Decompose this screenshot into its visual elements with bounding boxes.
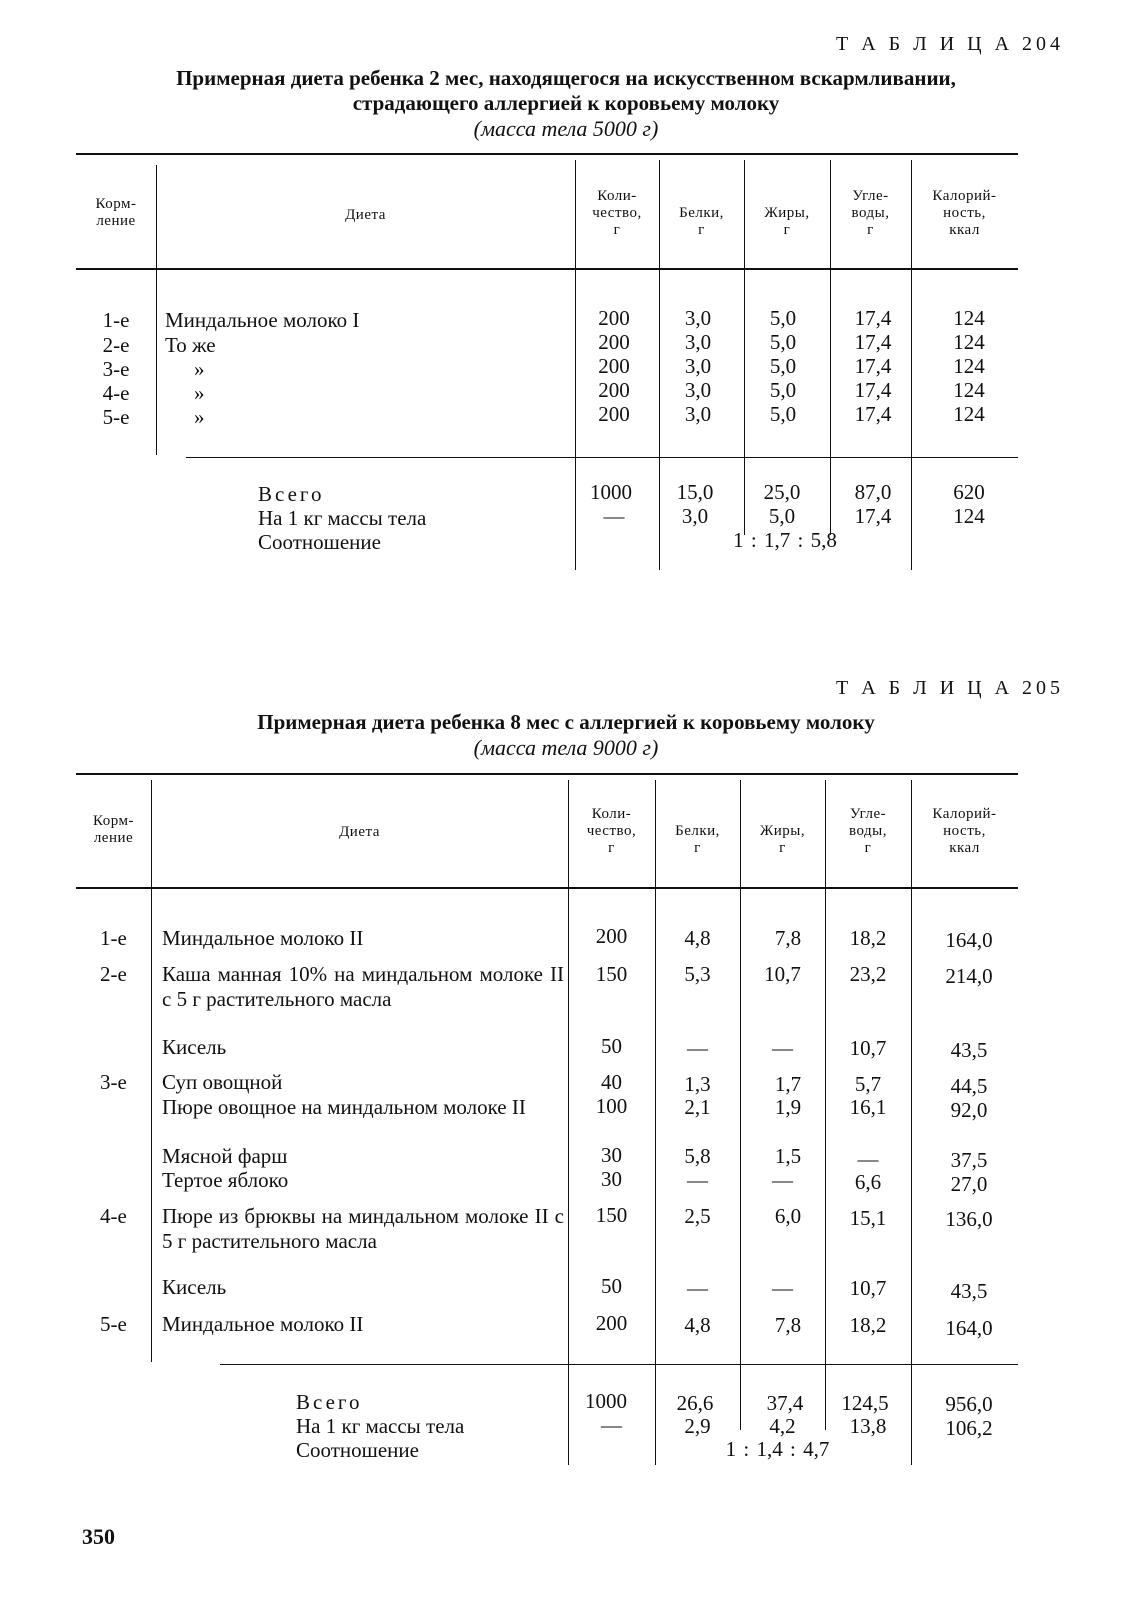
table-row-fat: 5,0 <box>769 306 797 330</box>
table-204-total-rule <box>186 457 1018 458</box>
table-204-total-label: Всего <box>258 482 325 506</box>
table-row-diet: » <box>194 357 205 381</box>
table-204-header-feeding: Корм- ление <box>95 196 137 229</box>
table-205-total-fat: 37,4 <box>766 1391 804 1415</box>
table-row-carbs: 5,7 <box>854 1072 882 1096</box>
table-row-protein: 2,5 <box>684 1204 711 1228</box>
table-205-header-protein: Белки, г <box>675 823 720 856</box>
table-205-header-fat: Жиры, г <box>759 823 806 856</box>
table-row-calories: 44,5 <box>950 1074 988 1098</box>
table-row-fat: 5,0 <box>769 378 797 402</box>
table-row-calories: 124 <box>953 306 985 330</box>
table-row-diet: Кисель <box>162 1035 227 1059</box>
table-205-ratio-value: 1 : 1,4 : 4,7 <box>725 1437 830 1461</box>
table-row-quantity: 200 <box>598 402 630 426</box>
table-205-perkg-protein: 2,9 <box>684 1414 711 1438</box>
table-row-carbs: 15,1 <box>849 1206 887 1230</box>
table-row-diet: Тертое яблоко <box>162 1168 289 1192</box>
table-205-header-quantity: Коли- чество, г <box>586 806 637 856</box>
table-204-label: Т А Б Л И Ц А 204 <box>836 33 1065 55</box>
table-row-feeding: 1-е <box>102 308 130 332</box>
table-205-top-rule <box>76 773 1018 775</box>
table-row-diet: Мясной фарш <box>162 1144 288 1168</box>
table-row-diet: Каша манная 10% на миндальном молоке II с 5 г растительного масла <box>162 962 564 1011</box>
table-row-feeding: 5-е <box>100 1312 127 1336</box>
table-204-perkg-fat: 5,0 <box>768 504 796 528</box>
table-row-carbs: 16,1 <box>849 1095 887 1119</box>
table-row-diet: То же <box>165 333 216 357</box>
table-row-carbs: 17,4 <box>854 354 892 378</box>
table-205-col-divider <box>655 780 656 1465</box>
table-row-feeding: 2-е <box>102 333 130 357</box>
table-row-feeding: 5-е <box>102 405 130 429</box>
table-205-header-feeding: Корм- ление <box>92 813 135 846</box>
table-row-calories: 27,0 <box>950 1172 988 1196</box>
table-205-header-diet: Диета <box>339 824 380 840</box>
table-row-diet: » <box>194 405 205 429</box>
table-row-carbs: 10,7 <box>849 1036 887 1060</box>
table-row-fat: 10,7 <box>764 962 801 986</box>
table-row-quantity: 200 <box>595 924 628 948</box>
table-205-perkg-carbs: 13,8 <box>849 1414 887 1438</box>
table-row-fat: 5,0 <box>769 402 797 426</box>
table-row-quantity: 50 <box>601 1274 622 1298</box>
table-row-protein: 2,1 <box>684 1095 711 1119</box>
table-row-carbs: 17,4 <box>854 402 892 426</box>
table-row-carbs: 17,4 <box>854 306 892 330</box>
table-205-col-divider <box>568 780 569 1465</box>
table-row-protein: 3,0 <box>684 402 712 426</box>
table-row-diet: » <box>194 381 205 405</box>
table-row-quantity: 150 <box>595 1203 628 1227</box>
table-205-ratio-label: Соотношение <box>296 1438 419 1462</box>
table-row-feeding: 2-е <box>100 962 127 986</box>
table-204-perkg-protein: 3,0 <box>681 504 709 528</box>
table-row-quantity: 200 <box>595 1311 628 1335</box>
table-205-total-quantity: 1000 <box>585 1389 627 1413</box>
table-row-quantity: 200 <box>598 378 630 402</box>
table-row-quantity: 30 <box>601 1143 622 1167</box>
table-row-fat: 1,5 <box>774 1144 802 1168</box>
table-row-carbs: 10,7 <box>849 1276 887 1300</box>
table-204-total-quantity: 1000 <box>590 480 632 504</box>
table-row-fat: 1,7 <box>774 1072 802 1096</box>
table-row-protein: 5,3 <box>684 962 711 986</box>
table-row-fat: — <box>772 1168 793 1192</box>
table-row-feeding: 1-е <box>100 926 127 950</box>
table-205-header-carbs: Угле- воды, г <box>848 806 887 856</box>
table-row-protein: 3,0 <box>684 378 712 402</box>
table-204-perkg-carbs: 17,4 <box>854 504 892 528</box>
table-row-carbs: — <box>857 1147 879 1171</box>
table-row-diet: Пюре из брюквы на миндальном молоке II с 5 г растительного масла <box>162 1204 564 1253</box>
table-row-calories: 164,0 <box>945 1316 993 1340</box>
table-row-diet: Суп овощной <box>162 1070 283 1094</box>
table-205-total-protein: 26,6 <box>676 1391 714 1415</box>
table-row-feeding: 4-е <box>102 381 130 405</box>
table-row-feeding: 3-е <box>100 1070 127 1094</box>
table-204-perkg-calories: 124 <box>953 504 985 528</box>
table-205-total-rule <box>220 1364 1018 1365</box>
table-204-subtitle: (масса тела 5000 г) <box>473 116 659 141</box>
table-row-fat: 1,9 <box>774 1095 802 1119</box>
table-204-header-calories: Калорий- ность, ккал <box>932 188 997 238</box>
table-row-protein: 5,8 <box>684 1144 711 1168</box>
table-205-total-calories: 956,0 <box>945 1392 993 1416</box>
table-row-calories: 43,5 <box>950 1279 988 1303</box>
table-row-fat: 7,8 <box>774 926 802 950</box>
table-row-carbs: 18,2 <box>849 1313 887 1337</box>
table-204-ratio-value: 1 : 1,7 : 5,8 <box>733 528 837 552</box>
table-row-calories: 124 <box>953 402 985 426</box>
table-205-col-divider <box>911 780 912 1465</box>
table-row-calories: 92,0 <box>950 1098 988 1122</box>
table-205-perkg-label: На 1 кг массы тела <box>296 1414 465 1438</box>
table-205-perkg-quantity: — <box>601 1413 622 1437</box>
table-205-col-divider <box>151 780 152 1362</box>
table-204-header-quantity: Коли- чество, г <box>592 188 642 238</box>
table-204-title-line1: Примерная диета ребенка 2 мес, находящегося на искусственном вскармливании, <box>176 66 956 90</box>
table-204-perkg-quantity: — <box>603 504 625 528</box>
table-row-carbs: 23,2 <box>849 962 887 986</box>
table-205-label: Т А Б Л И Ц А 205 <box>836 677 1065 699</box>
table-204-total-fat: 25,0 <box>763 480 801 504</box>
table-row-protein: 4,8 <box>684 926 711 950</box>
table-row-calories: 124 <box>953 354 985 378</box>
table-row-quantity: 30 <box>601 1167 622 1191</box>
table-row-quantity: 150 <box>595 962 628 986</box>
table-row-protein: 3,0 <box>684 330 712 354</box>
table-row-fat: 6,0 <box>774 1204 802 1228</box>
table-row-diet: Миндальное молоко I <box>165 308 360 332</box>
table-row-carbs: 6,6 <box>854 1170 882 1194</box>
table-row-fat: — <box>772 1036 793 1060</box>
table-row-calories: 136,0 <box>945 1207 993 1231</box>
table-204-header-rule <box>76 268 1018 270</box>
table-204-total-carbs: 87,0 <box>854 480 892 504</box>
table-row-fat: 5,0 <box>769 330 797 354</box>
table-205-title: Примерная диета ребенка 8 мес с аллергией к коровьему молоку <box>257 710 875 734</box>
table-row-carbs: 17,4 <box>854 330 892 354</box>
table-204-title-line2: страдающего аллергией к коровьему молоку <box>352 91 780 115</box>
table-row-protein: — <box>687 1276 708 1300</box>
table-row-diet: Миндальное молоко II <box>162 1312 364 1336</box>
table-204-ratio-label: Соотношение <box>258 530 381 554</box>
table-205-total-label: Всего <box>296 1390 363 1414</box>
table-row-quantity: 200 <box>598 354 630 378</box>
table-row-calories: 37,5 <box>950 1148 988 1172</box>
table-row-fat: 5,0 <box>769 354 797 378</box>
table-row-feeding: 3-е <box>102 357 130 381</box>
table-row-protein: 3,0 <box>684 354 712 378</box>
table-204-top-rule <box>76 153 1018 155</box>
table-205-subtitle: (масса тела 9000 г) <box>473 735 659 760</box>
table-204-header-protein: Белки, г <box>679 205 724 238</box>
table-205-total-carbs: 124,5 <box>841 1391 889 1415</box>
table-row-protein: — <box>687 1168 708 1192</box>
table-row-quantity: 100 <box>595 1094 628 1118</box>
table-row-calories: 164,0 <box>945 928 993 952</box>
table-205-header-calories: Калорий- ность, ккал <box>932 806 997 856</box>
table-204-header-diet: Диета <box>345 207 386 223</box>
table-row-quantity: 50 <box>601 1034 622 1058</box>
table-204-header-carbs: Угле- воды, г <box>851 188 890 238</box>
table-row-protein: — <box>687 1036 708 1060</box>
table-row-fat: — <box>772 1276 793 1300</box>
table-204-total-calories: 620 <box>953 480 985 504</box>
table-row-diet: Пюре овощное на миндальном молоке II <box>162 1095 526 1119</box>
table-row-protein: 1,3 <box>684 1072 711 1096</box>
table-204-total-protein: 15,0 <box>676 480 714 504</box>
table-205-header-rule <box>76 887 1018 889</box>
table-row-calories: 214,0 <box>945 964 993 988</box>
table-row-feeding: 4-е <box>100 1204 127 1228</box>
table-row-quantity: 200 <box>598 306 630 330</box>
table-204-header-fat: Жиры, г <box>764 205 810 238</box>
table-row-fat: 7,8 <box>774 1313 802 1337</box>
table-row-protein: 3,0 <box>684 306 712 330</box>
table-row-diet: Кисель <box>162 1275 227 1299</box>
table-205-perkg-fat: 4,2 <box>769 1414 796 1438</box>
table-row-protein: 4,8 <box>684 1313 711 1337</box>
table-row-diet: Миндальное молоко II <box>162 926 364 950</box>
table-row-carbs: 17,4 <box>854 378 892 402</box>
table-row-quantity: 200 <box>598 330 630 354</box>
table-204-perkg-label: На 1 кг массы тела <box>258 506 427 530</box>
table-row-calories: 43,5 <box>950 1038 988 1062</box>
table-row-calories: 124 <box>953 378 985 402</box>
page-number: 350 <box>82 1524 115 1549</box>
table-row-carbs: 18,2 <box>849 926 887 950</box>
table-row-quantity: 40 <box>601 1070 622 1094</box>
table-row-calories: 124 <box>953 330 985 354</box>
table-205-perkg-calories: 106,2 <box>945 1416 993 1440</box>
